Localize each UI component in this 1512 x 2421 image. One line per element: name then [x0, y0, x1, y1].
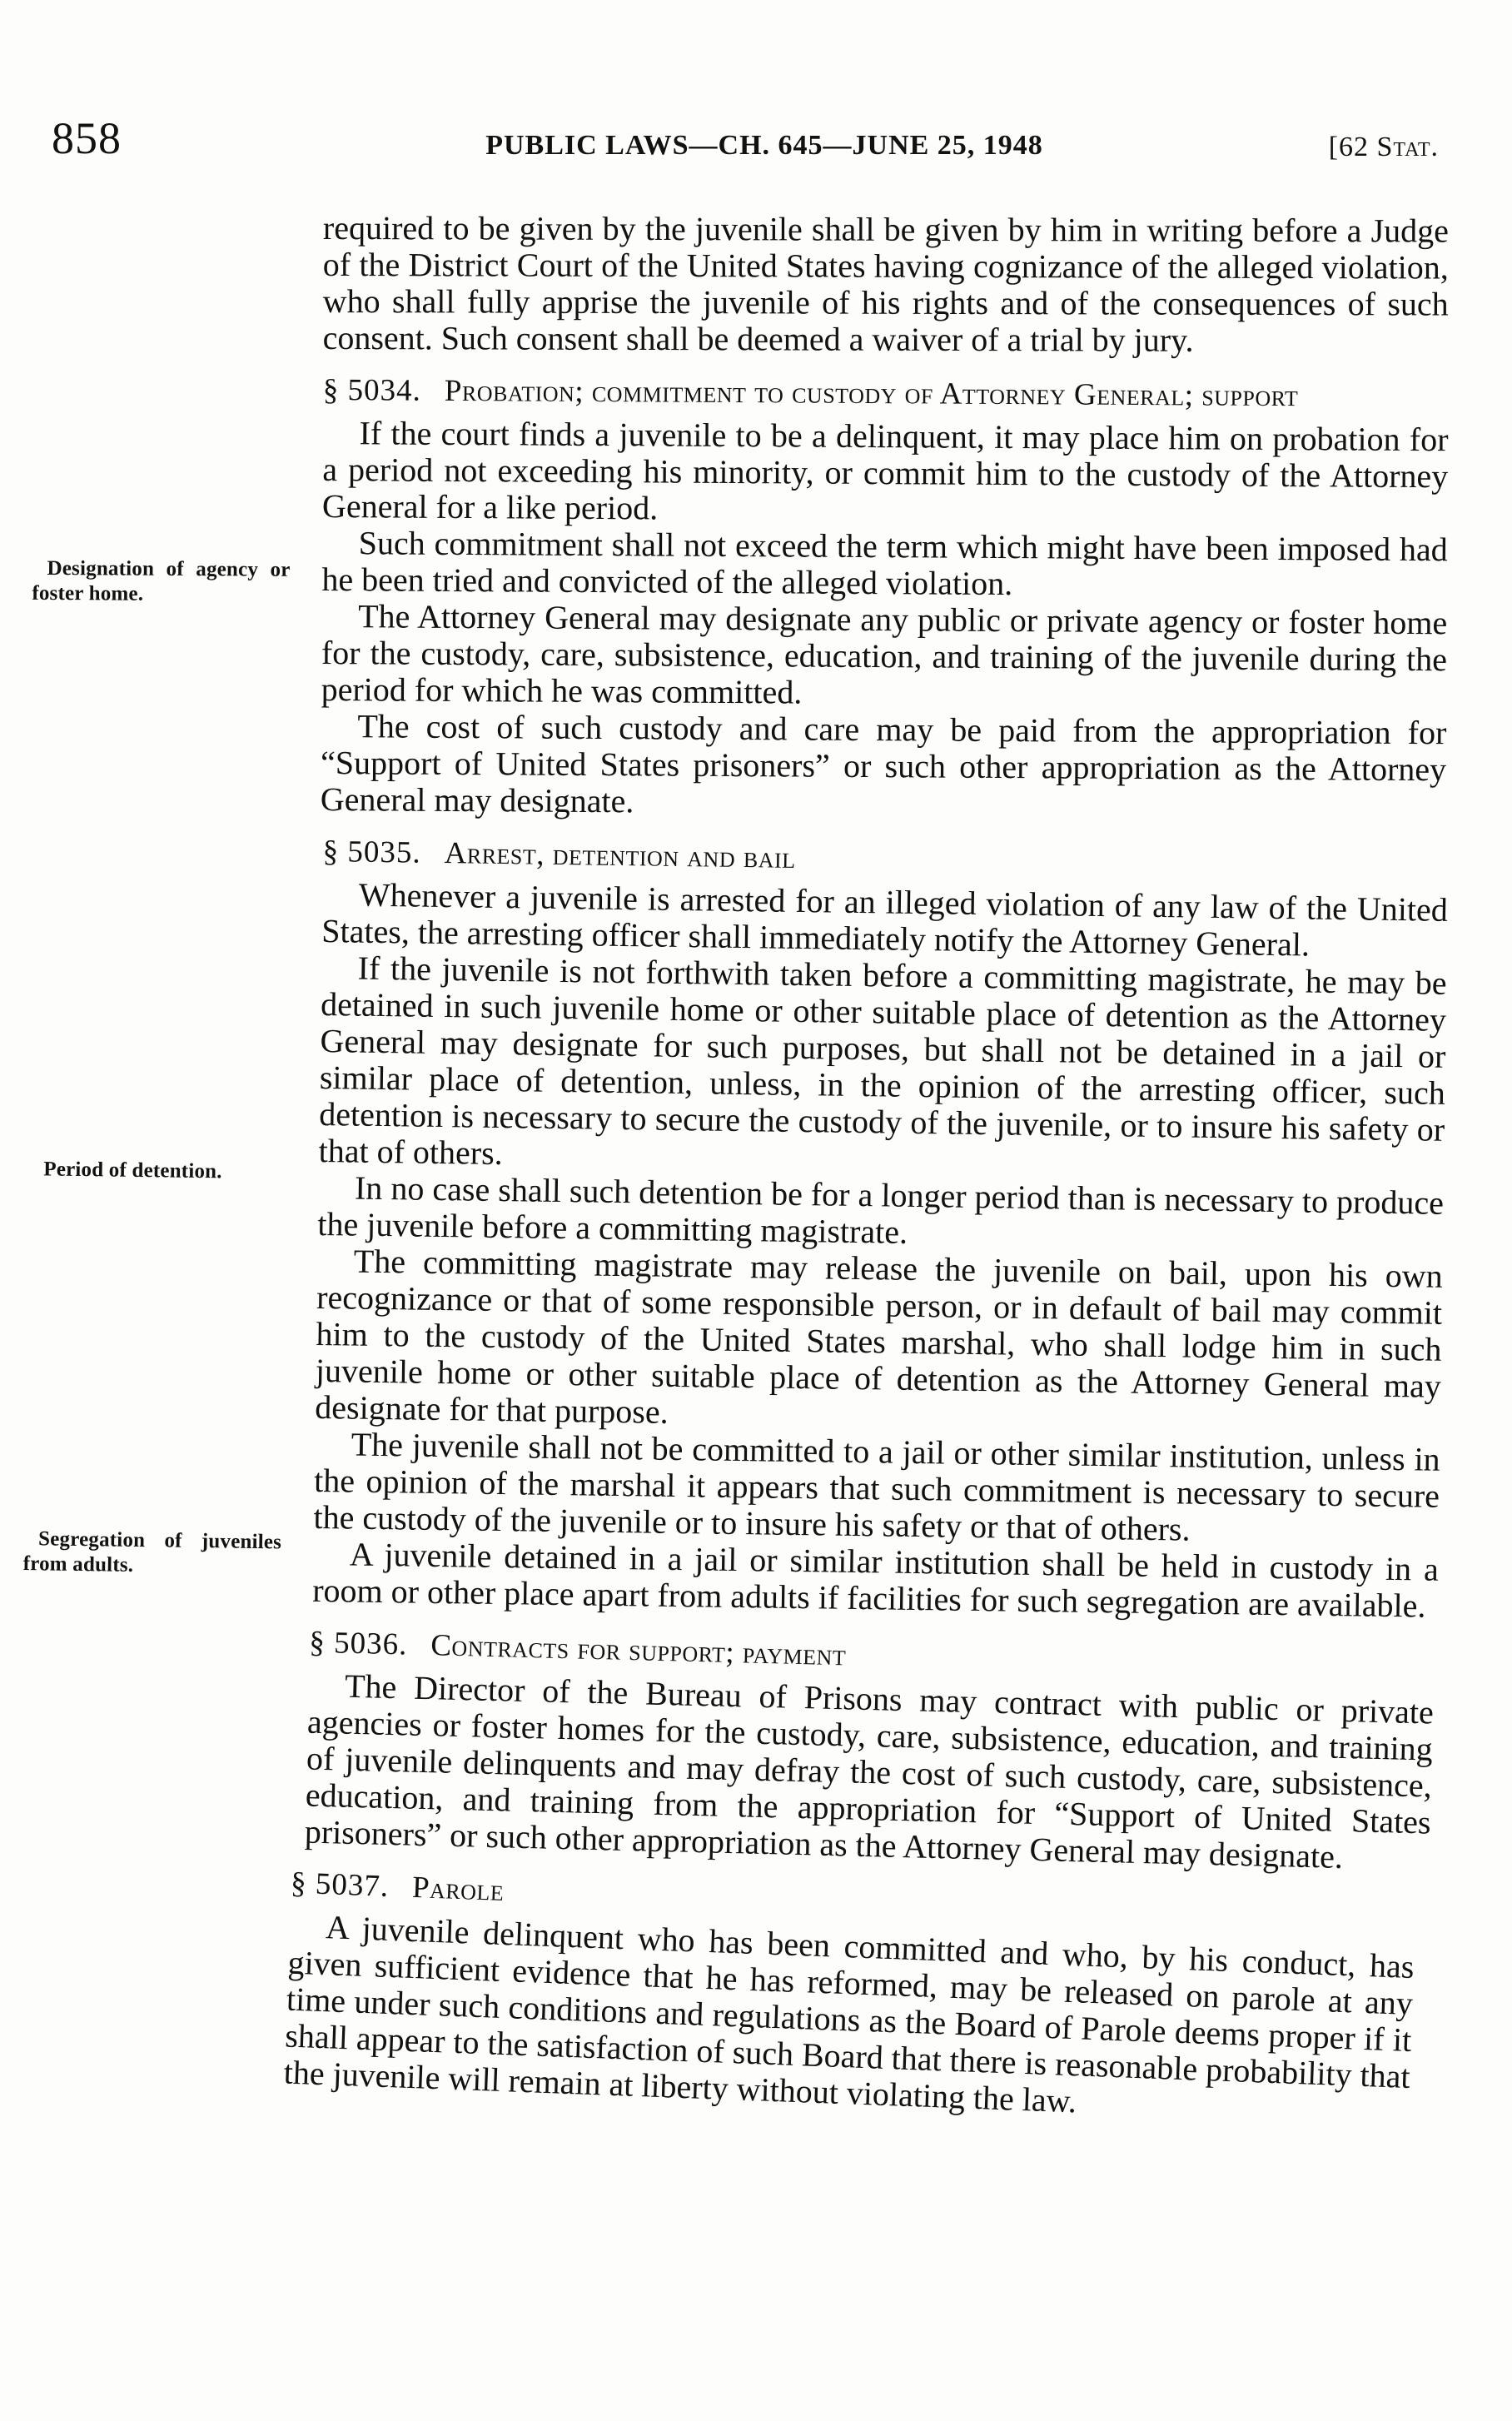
margin-note: Period of detention. — [43, 1158, 222, 1183]
section-title: Probation; commitment to custody of Attorney General; support — [444, 373, 1299, 414]
margin-note: Segregation of juveniles from adults. — [22, 1527, 282, 1577]
paragraph: The cost of such custody and care may be paid from the appropriation for “Support of United States prisoners” or such other appropriation as the Attorney General may designate. — [320, 707, 1447, 820]
body-column — [22, 209, 1449, 2120]
running-header — [0, 0, 1512, 192]
section-title: Arrest, detention and bail — [444, 836, 796, 875]
section-number: § 5036. — [308, 1625, 408, 1662]
paragraph: The Attorney General may designate any public or private agency or foster home for the custody, care, subsistence, education, and training of the juvenile during the period for which he was committed. — [321, 597, 1448, 711]
paragraph: In no case shall such detention be for a longer period than is necessary to produce the juvenile before a committing magistrate. — [317, 1168, 1445, 1251]
page-number: 858 — [52, 113, 122, 163]
section-number: § 5037. — [290, 1866, 390, 1904]
paragraph: A juvenile delinquent who has been committed and who, by his conduct, has given sufficient evidence that he has reformed, may be released on parole at any time under such conditions and regulations as the Board of Parole deems proper if it shall appear to the satisfaction of such Board that there is reasonable probability that the juvenile will remain at liberty without violating the law. — [283, 1908, 1415, 2120]
margin-note: Designation of agency or foster home. — [32, 556, 291, 605]
section-5035 — [22, 833, 1449, 1625]
paragraph: A juvenile detained in a jail or similar institution shall be held in custody in a room or other place apart from adults if facilities for such segregation are available. — [311, 1535, 1440, 1625]
paragraph: Whenever a juvenile is arrested for an illeged violation of any law of the United States, the arresting officer shall immediately notify the Attorney General. — [321, 875, 1449, 964]
paragraph: The juvenile shall not be committed to a jail or other similar institution, unless in the opinion of the marshal it appears that such commitment is necessary to secure the custody of the juvenile or to insure his safety or that of others. — [313, 1425, 1440, 1548]
section-5037 — [283, 1865, 1416, 2132]
stat-citation: [62 Stat. — [1328, 132, 1439, 162]
section-5034 — [32, 371, 1449, 824]
paragraph: If the court finds a juvenile to be a delinquent, it may place him on probation for a period not exceeding his minority, or commit him to the custody of the Attorney General for a like period. — [321, 414, 1449, 527]
section-number: § 5034. — [322, 372, 421, 408]
paragraph: If the juvenile is not forthwith taken before a committing magistrate, he may be detained in such juvenile home or other suitable place of detention as the Attorney General may designate for such purposes, but shall not be detained in a jail or similar place of detention, unless, in the opinion of the arresting officer, such detention is necessary to secure the custody of the juvenile, or to insure his safety or that of others. — [318, 949, 1447, 1173]
paragraph: The committing magistrate may release the juvenile on bail, upon his own recognizance or that of some responsible person, or in default of bail may commit him to the custody of the United States marshal, who shall lodge him in such juvenile home or other suitable place of detention as the Attorney General may designate for that purpose. — [315, 1242, 1444, 1431]
paragraph-with-note — [22, 1527, 1440, 1625]
intro-paragraph: required to be given by the juvenile shall be given by him in writing before a Judge of the District Court of the United States having cognizance of the alleged violation, who shall fully apprise the juvenile of his rights and of the consequences of such consent. Such consent shall be deemed a waiver of a trial by jury. — [322, 209, 1449, 359]
running-title: PUBLIC LAWS—CH. 645—JUNE 25, 1948 — [485, 130, 1043, 161]
paragraph: The Director of the Bureau of Prisons may contract with public or private agencies or foster homes for the custody, care, subsistence, education, and training of juvenile delinquents and may defray the cost of such custody, care, subsistence, education, and training from the appropriation for “Support of United States prisoners” or such other appropriation as the Attorney General may designate. — [304, 1666, 1435, 1876]
section-number: § 5035. — [322, 834, 421, 870]
section-title: Contracts for support; payment — [430, 1628, 847, 1673]
section-title: Parole — [411, 1870, 505, 1908]
section-5036 — [304, 1624, 1435, 1878]
paragraph: Such commitment shall not exceed the term which might have been imposed had he been tried and convicted of the alleged violation. — [321, 524, 1448, 603]
section-heading — [323, 371, 1449, 416]
